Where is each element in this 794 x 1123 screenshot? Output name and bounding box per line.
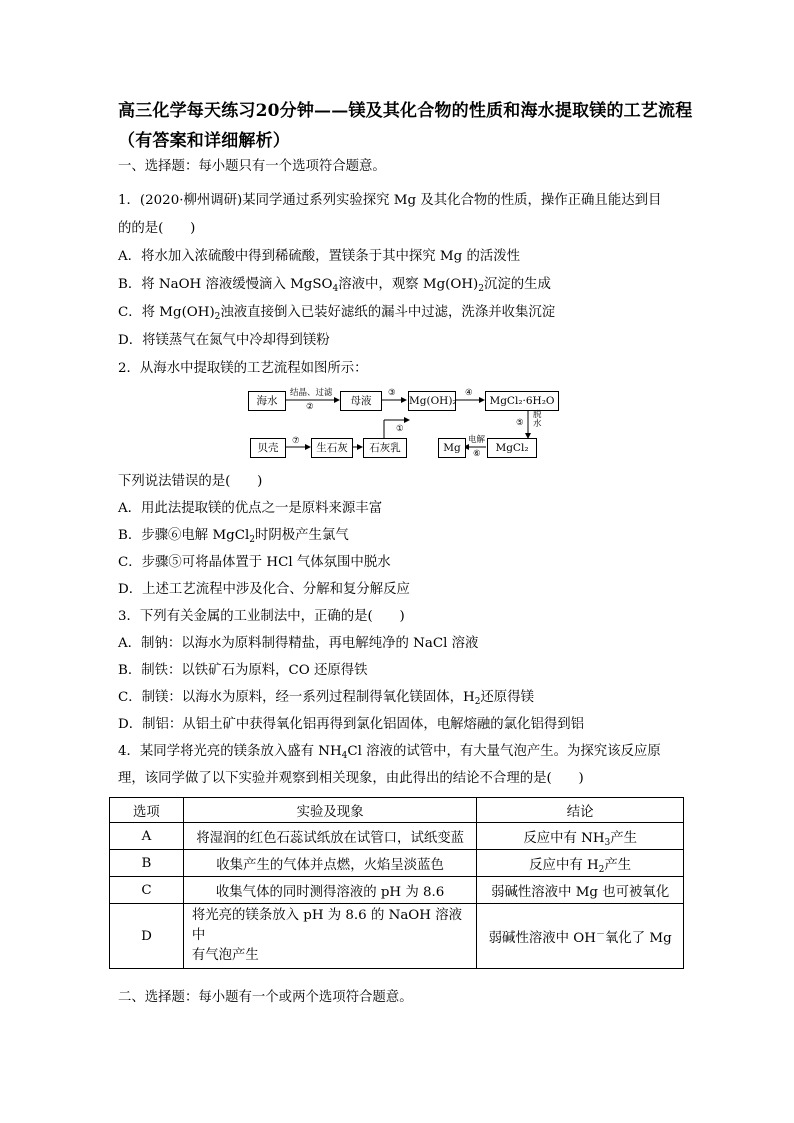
row-c-experiment: 收集气体的同时测得溶液的 pH 为 8.6 bbox=[183, 877, 476, 904]
q1-stem-line1: 1．(2020·柳州调研)某同学通过系列实验探究 Mg 及其化合物的性质，操作正确且能达到目 bbox=[118, 193, 662, 208]
header-option: 选项 bbox=[110, 798, 184, 823]
quicklime-box: 生石灰 bbox=[311, 438, 353, 458]
label-step-2: ② bbox=[306, 402, 314, 412]
row-a-conclusion: 反应中有 $NH_3$产生 bbox=[477, 823, 684, 850]
row-d-conclusion: 弱碱性溶液中 OH－氧化了 Mg bbox=[477, 904, 684, 969]
row-d-experiment: 将光亮的镁条放入 pH 为 8.6 的 NaOH 溶液中 有气泡产生 bbox=[183, 904, 476, 969]
row-b-experiment: 收集产生的气体并点燃，火焰呈淡蓝色 bbox=[183, 850, 476, 877]
lime-milk-box: 石灰乳 bbox=[363, 438, 407, 458]
q2-option-c: C．步骤⑤可将晶体置于 HCl 气体氛围中脱水 bbox=[118, 555, 391, 570]
q1-stem-line2: 的的是( ) bbox=[118, 221, 196, 236]
section-1-heading: 一、选择题：每小题只有一个选项符合题意。 bbox=[118, 159, 386, 174]
q3-option-c: C．制镁：以海水为原料，经一系列过程制得氧化镁固体，$H_2$还原得镁 bbox=[118, 690, 534, 707]
label-step-5: ⑤ bbox=[516, 418, 524, 428]
seawater-box: 海水 bbox=[248, 391, 286, 411]
table-row bbox=[110, 823, 684, 850]
mg-box: Mg bbox=[438, 438, 466, 458]
row-c-option: C bbox=[110, 877, 184, 904]
header-experiment: 实验及现象 bbox=[183, 798, 476, 823]
shell-box: 贝壳 bbox=[250, 438, 286, 458]
page-title bbox=[118, 96, 738, 156]
q2-option-a: A．用此法提取镁的优点之一是原料来源丰富 bbox=[118, 501, 383, 516]
experiment-table bbox=[109, 797, 684, 969]
label-step-4: ④ bbox=[465, 388, 473, 398]
row-b-conclusion: 反应中有 $H_2$产生 bbox=[477, 850, 684, 877]
table-row bbox=[110, 850, 684, 877]
q1-option-a: A．将水加入浓硫酸中得到稀硫酸，置镁条于其中探究 Mg 的活泼性 bbox=[118, 249, 521, 264]
mgcl2-hydrate-box: MgCl₂·6H₂O bbox=[485, 391, 559, 411]
row-a-option: A bbox=[110, 823, 184, 850]
label-step-6: ⑥ bbox=[473, 449, 481, 459]
q3-option-b: B．制铁：以铁矿石为原料，CO 还原得铁 bbox=[118, 663, 368, 678]
q1-option-c: C．将 $Mg(OH)_2$浊液直接倒入已装好滤纸的漏斗中过滤，洗涤并收集沉淀 bbox=[118, 305, 556, 322]
mgoh2-box: Mg(OH)₂ bbox=[408, 391, 456, 411]
q2-option-d: D．上述工艺流程中涉及化合、分解和复分解反应 bbox=[118, 582, 410, 597]
row-b-option: B bbox=[110, 850, 184, 877]
label-dehydrate: 脱水 bbox=[533, 410, 542, 429]
q3-stem: 3．下列有关金属的工业制法中，正确的是( ) bbox=[118, 609, 405, 624]
q4-stem-line1: 4．某同学将光亮的镁条放入盛有 $NH_4Cl$ 溶液的试管中，有大量气泡产生。为探究该反应原 bbox=[118, 744, 661, 761]
header-conclusion: 结论 bbox=[477, 798, 684, 823]
table-row bbox=[110, 877, 684, 904]
title-line-1: 高三化学每天练习20分钟——镁及其化合物的性质和海水提取镁的工艺流程 bbox=[118, 101, 693, 121]
q2-option-b: B．步骤⑥电解 MgCl$_2$时阴极产生氯气 bbox=[118, 528, 349, 545]
row-c-conclusion: 弱碱性溶液中 Mg 也可被氧化 bbox=[477, 877, 684, 904]
label-electrolysis: 电解 bbox=[468, 435, 486, 445]
q1-option-d: D．将镁蒸气在氮气中冷却得到镁粉 bbox=[118, 333, 330, 348]
process-flow-diagram bbox=[246, 386, 566, 462]
q2-stem: 2．从海水中提取镁的工艺流程如图所示： bbox=[118, 361, 368, 376]
title-line-2: （有答案和详细解析） bbox=[118, 131, 290, 151]
row-a-experiment: 将湿润的红色石蕊试纸放在试管口，试纸变蓝 bbox=[183, 823, 476, 850]
q3-option-a: A．制钠：以海水为原料制得精盐，再电解纯净的 NaCl 溶液 bbox=[118, 636, 479, 651]
mother-liquor-box: 母液 bbox=[340, 391, 382, 411]
q2-ask: 下列说法错误的是( ) bbox=[118, 474, 263, 489]
label-step-1: ① bbox=[396, 424, 404, 434]
mgcl2-box: MgCl₂ bbox=[487, 438, 537, 458]
section-2-heading: 二、选择题：每小题有一个或两个选项符合题意。 bbox=[118, 990, 413, 1005]
row-d-option: D bbox=[110, 904, 184, 969]
q4-stem-line2: 理，该同学做了以下实验并观察到相关现象，由此得出的结论不合理的是( ) bbox=[118, 771, 584, 786]
label-crystal-filter: 结晶、过滤 bbox=[290, 388, 333, 398]
q1-option-b: B．将 NaOH 溶液缓慢滴入 MgSO$_4$溶液中，观察 $Mg(OH)_2$沉淀的生成 bbox=[118, 277, 551, 294]
q3-option-d: D．制铝：从铝土矿中获得氧化铝再得到氯化铝固体，电解熔融的氯化铝得到铝 bbox=[118, 717, 585, 732]
label-step-3: ③ bbox=[388, 388, 396, 398]
table-header-row bbox=[110, 798, 684, 823]
table-row bbox=[110, 904, 684, 969]
label-step-7: ⑦ bbox=[292, 436, 300, 446]
